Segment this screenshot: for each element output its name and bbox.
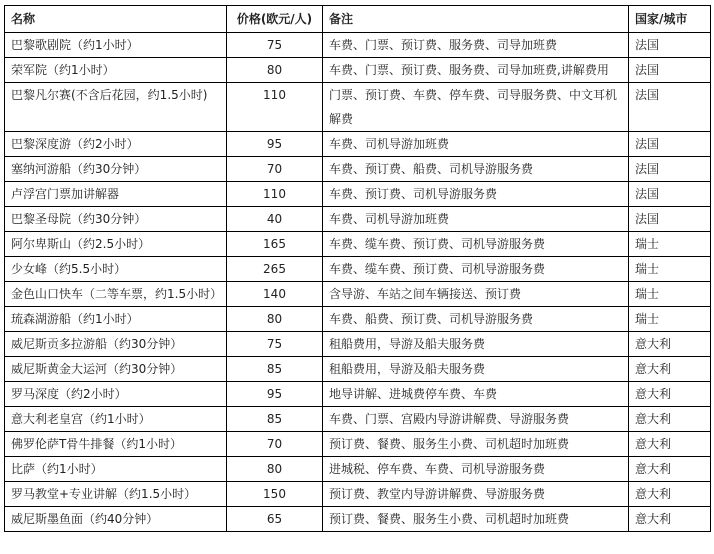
cell-country: 法国 bbox=[629, 83, 711, 132]
cell-price: 165 bbox=[227, 232, 323, 257]
cell-note: 门票、预订费、车费、停车费、司导服务费、中文耳机解费 bbox=[323, 83, 629, 132]
cell-note: 租船费用，导游及船夫服务费 bbox=[323, 357, 629, 382]
table-row bbox=[5, 257, 711, 282]
cell-note: 预订费、餐费、服务生小费、司机超时加班费 bbox=[323, 507, 629, 532]
cell-name: 意大利老皇宫（约1小时） bbox=[5, 407, 227, 432]
header-country: 国家/城市 bbox=[629, 6, 711, 33]
cell-note: 地导讲解、进城费停车费、车费 bbox=[323, 382, 629, 407]
cell-note: 预订费、餐费、服务生小费、司机超时加班费 bbox=[323, 432, 629, 457]
cell-country: 意大利 bbox=[629, 382, 711, 407]
table-row bbox=[5, 457, 711, 482]
cell-country: 法国 bbox=[629, 207, 711, 232]
cell-name: 佛罗伦萨T骨牛排餐（约1小时） bbox=[5, 432, 227, 457]
price-table bbox=[4, 5, 711, 532]
cell-country: 意大利 bbox=[629, 482, 711, 507]
cell-note: 预订费、教堂内导游讲解费、导游服务费 bbox=[323, 482, 629, 507]
cell-country: 意大利 bbox=[629, 457, 711, 482]
cell-country: 法国 bbox=[629, 33, 711, 58]
cell-name: 威尼斯贡多拉游船（约30分钟） bbox=[5, 332, 227, 357]
header-name: 名称 bbox=[5, 6, 227, 33]
cell-country: 法国 bbox=[629, 58, 711, 83]
cell-name: 比萨（约1小时） bbox=[5, 457, 227, 482]
table-row bbox=[5, 282, 711, 307]
table-row bbox=[5, 232, 711, 257]
cell-name: 威尼斯黄金大运河（约30分钟） bbox=[5, 357, 227, 382]
cell-note: 车费、预订费、船费、司机导游服务费 bbox=[323, 157, 629, 182]
table-row bbox=[5, 307, 711, 332]
cell-country: 瑞士 bbox=[629, 257, 711, 282]
table-row bbox=[5, 357, 711, 382]
cell-price: 110 bbox=[227, 182, 323, 207]
cell-note: 车费、门票、预订费、服务费、司导加班费 bbox=[323, 33, 629, 58]
cell-name: 荣军院（约1小时） bbox=[5, 58, 227, 83]
cell-note: 车费、船费、预订费、司机导游服务费 bbox=[323, 307, 629, 332]
header-note: 备注 bbox=[323, 6, 629, 33]
cell-price: 150 bbox=[227, 482, 323, 507]
cell-name: 琉森湖游船（约1小时） bbox=[5, 307, 227, 332]
cell-price: 75 bbox=[227, 33, 323, 58]
cell-country: 瑞士 bbox=[629, 232, 711, 257]
table-row bbox=[5, 482, 711, 507]
cell-price: 75 bbox=[227, 332, 323, 357]
cell-country: 瑞士 bbox=[629, 282, 711, 307]
cell-note: 车费、缆车费、预订费、司机导游服务费 bbox=[323, 232, 629, 257]
cell-price: 85 bbox=[227, 407, 323, 432]
cell-note: 车费、司机导游加班费 bbox=[323, 132, 629, 157]
cell-country: 意大利 bbox=[629, 332, 711, 357]
cell-name: 塞纳河游船（约30分钟） bbox=[5, 157, 227, 182]
cell-name: 金色山口快车（二等车票，约1.5小时） bbox=[5, 282, 227, 307]
table-row bbox=[5, 157, 711, 182]
table-header-row bbox=[5, 6, 711, 33]
cell-name: 巴黎深度游（约2小时） bbox=[5, 132, 227, 157]
cell-price: 80 bbox=[227, 307, 323, 332]
cell-note: 车费、门票、预订费、服务费、司导加班费,讲解费用 bbox=[323, 58, 629, 83]
table-row bbox=[5, 33, 711, 58]
cell-name: 罗马深度（约2小时） bbox=[5, 382, 227, 407]
cell-name: 卢浮宫门票加讲解器 bbox=[5, 182, 227, 207]
cell-country: 法国 bbox=[629, 132, 711, 157]
cell-name: 威尼斯墨鱼面（约40分钟） bbox=[5, 507, 227, 532]
cell-price: 70 bbox=[227, 432, 323, 457]
cell-name: 罗马教堂+专业讲解（约1.5小时） bbox=[5, 482, 227, 507]
cell-price: 70 bbox=[227, 157, 323, 182]
cell-country: 法国 bbox=[629, 182, 711, 207]
table-row bbox=[5, 58, 711, 83]
table-row bbox=[5, 182, 711, 207]
cell-price: 40 bbox=[227, 207, 323, 232]
cell-note: 车费、门票、宫殿内导游讲解费、导游服务费 bbox=[323, 407, 629, 432]
cell-country: 法国 bbox=[629, 157, 711, 182]
cell-price: 80 bbox=[227, 58, 323, 83]
table-row bbox=[5, 83, 711, 132]
cell-note: 车费、预订费、司机导游服务费 bbox=[323, 182, 629, 207]
cell-price: 140 bbox=[227, 282, 323, 307]
cell-name: 少女峰（约5.5小时） bbox=[5, 257, 227, 282]
cell-price: 95 bbox=[227, 132, 323, 157]
cell-price: 265 bbox=[227, 257, 323, 282]
table-row bbox=[5, 407, 711, 432]
table-row bbox=[5, 332, 711, 357]
cell-price: 95 bbox=[227, 382, 323, 407]
cell-country: 意大利 bbox=[629, 507, 711, 532]
table-row bbox=[5, 207, 711, 232]
cell-note: 含导游、车站之间车辆接送、预订费 bbox=[323, 282, 629, 307]
table-row bbox=[5, 432, 711, 457]
cell-price: 110 bbox=[227, 83, 323, 132]
cell-name: 巴黎凡尔赛(不含后花园，约1.5小时) bbox=[5, 83, 227, 132]
cell-note: 进城税、停车费、车费、司机导游服务费 bbox=[323, 457, 629, 482]
cell-country: 意大利 bbox=[629, 357, 711, 382]
cell-note: 车费、司机导游加班费 bbox=[323, 207, 629, 232]
header-price: 价格(欧元/人) bbox=[227, 6, 323, 33]
cell-country: 瑞士 bbox=[629, 307, 711, 332]
table-row bbox=[5, 507, 711, 532]
cell-price: 80 bbox=[227, 457, 323, 482]
cell-country: 意大利 bbox=[629, 407, 711, 432]
cell-name: 巴黎圣母院（约30分钟） bbox=[5, 207, 227, 232]
table-row bbox=[5, 382, 711, 407]
cell-note: 车费、缆车费、预订费、司机导游服务费 bbox=[323, 257, 629, 282]
cell-name: 阿尔卑斯山（约2.5小时） bbox=[5, 232, 227, 257]
cell-price: 65 bbox=[227, 507, 323, 532]
table-row bbox=[5, 132, 711, 157]
cell-name: 巴黎歌剧院（约1小时） bbox=[5, 33, 227, 58]
cell-price: 85 bbox=[227, 357, 323, 382]
cell-note: 租船费用，导游及船夫服务费 bbox=[323, 332, 629, 357]
price-table-sheet bbox=[4, 5, 710, 532]
cell-country: 意大利 bbox=[629, 432, 711, 457]
